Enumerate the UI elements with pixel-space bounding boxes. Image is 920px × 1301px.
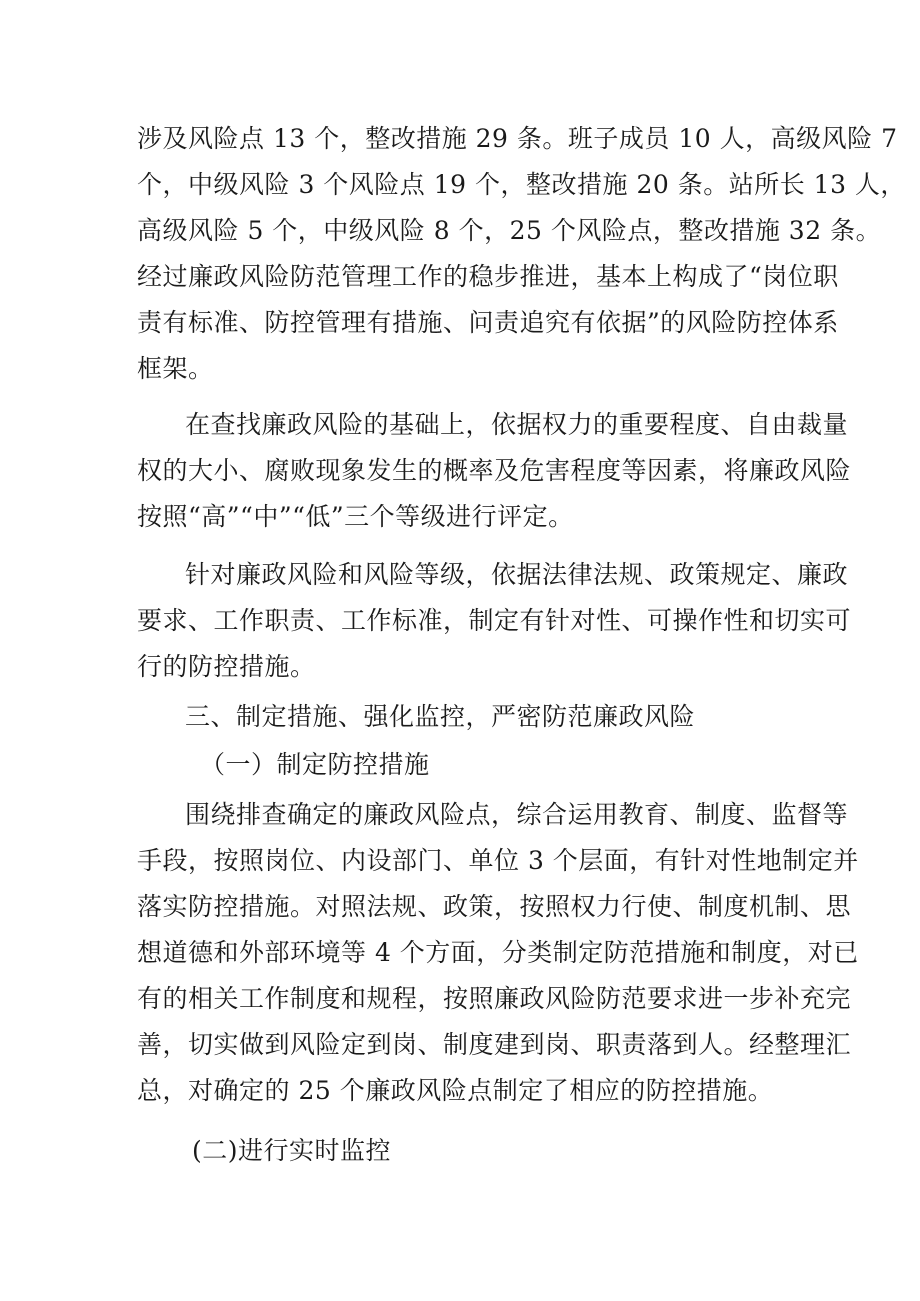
text-line: 有的相关工作制度和规程，按照廉政风险防范要求进一步补充完 <box>137 984 852 1013</box>
text-line: 手段，按照岗位、内设部门、单位 3 个层面，有针对性地制定并 <box>137 846 859 875</box>
text-line: 责有标准、防控管理有措施、问责追究有依据”的风险防控体系 <box>137 308 839 337</box>
text-line: 高级风险 5 个，中级风险 8 个，25 个风险点，整改措施 32 条。 <box>137 216 882 245</box>
subsection-heading: (二)进行实时监控 <box>192 1136 392 1165</box>
text-line: 在查找廉政风险的基础上，依据权力的重要程度、自由裁量 <box>185 410 849 439</box>
text-line: 想道德和外部环境等 4 个方面，分类制定防范措施和制度，对已 <box>137 938 859 967</box>
subsection-heading: （一）制定防控措施 <box>200 750 430 779</box>
text-line: 围绕排查确定的廉政风险点，综合运用教育、制度、监督等 <box>185 800 849 829</box>
text-line: 按照“高”“中”“低”三个等级进行评定。 <box>137 502 574 531</box>
text-line: 个，中级风险 3 个风险点 19 个，整改措施 20 条。站所长 13 人， <box>137 170 906 199</box>
section-heading: 三、制定措施、强化监控，严密防范廉政风险 <box>185 702 696 731</box>
text-line: 框架。 <box>137 354 214 383</box>
text-line: 权的大小、腐败现象发生的概率及危害程度等因素，将廉政风险 <box>137 456 852 485</box>
text-line: 行的防控措施。 <box>137 652 316 681</box>
text-line: 针对廉政风险和风险等级，依据法律法规、政策规定、廉政 <box>185 560 849 589</box>
text-line: 善，切实做到风险定到岗、制度建到岗、职责落到人。经整理汇 <box>137 1030 852 1059</box>
text-line: 经过廉政风险防范管理工作的稳步推进，基本上构成了“岗位职 <box>137 262 839 291</box>
text-line: 总，对确定的 25 个廉政风险点制定了相应的防控措施。 <box>137 1076 774 1105</box>
text-line: 要求、工作职责、工作标准，制定有针对性、可操作性和切实可 <box>137 606 852 635</box>
text-line: 涉及风险点 13 个，整改措施 29 条。班子成员 10 人，高级风险 7 <box>137 124 898 153</box>
text-line: 落实防控措施。对照法规、政策，按照权力行使、制度机制、思 <box>137 892 852 921</box>
